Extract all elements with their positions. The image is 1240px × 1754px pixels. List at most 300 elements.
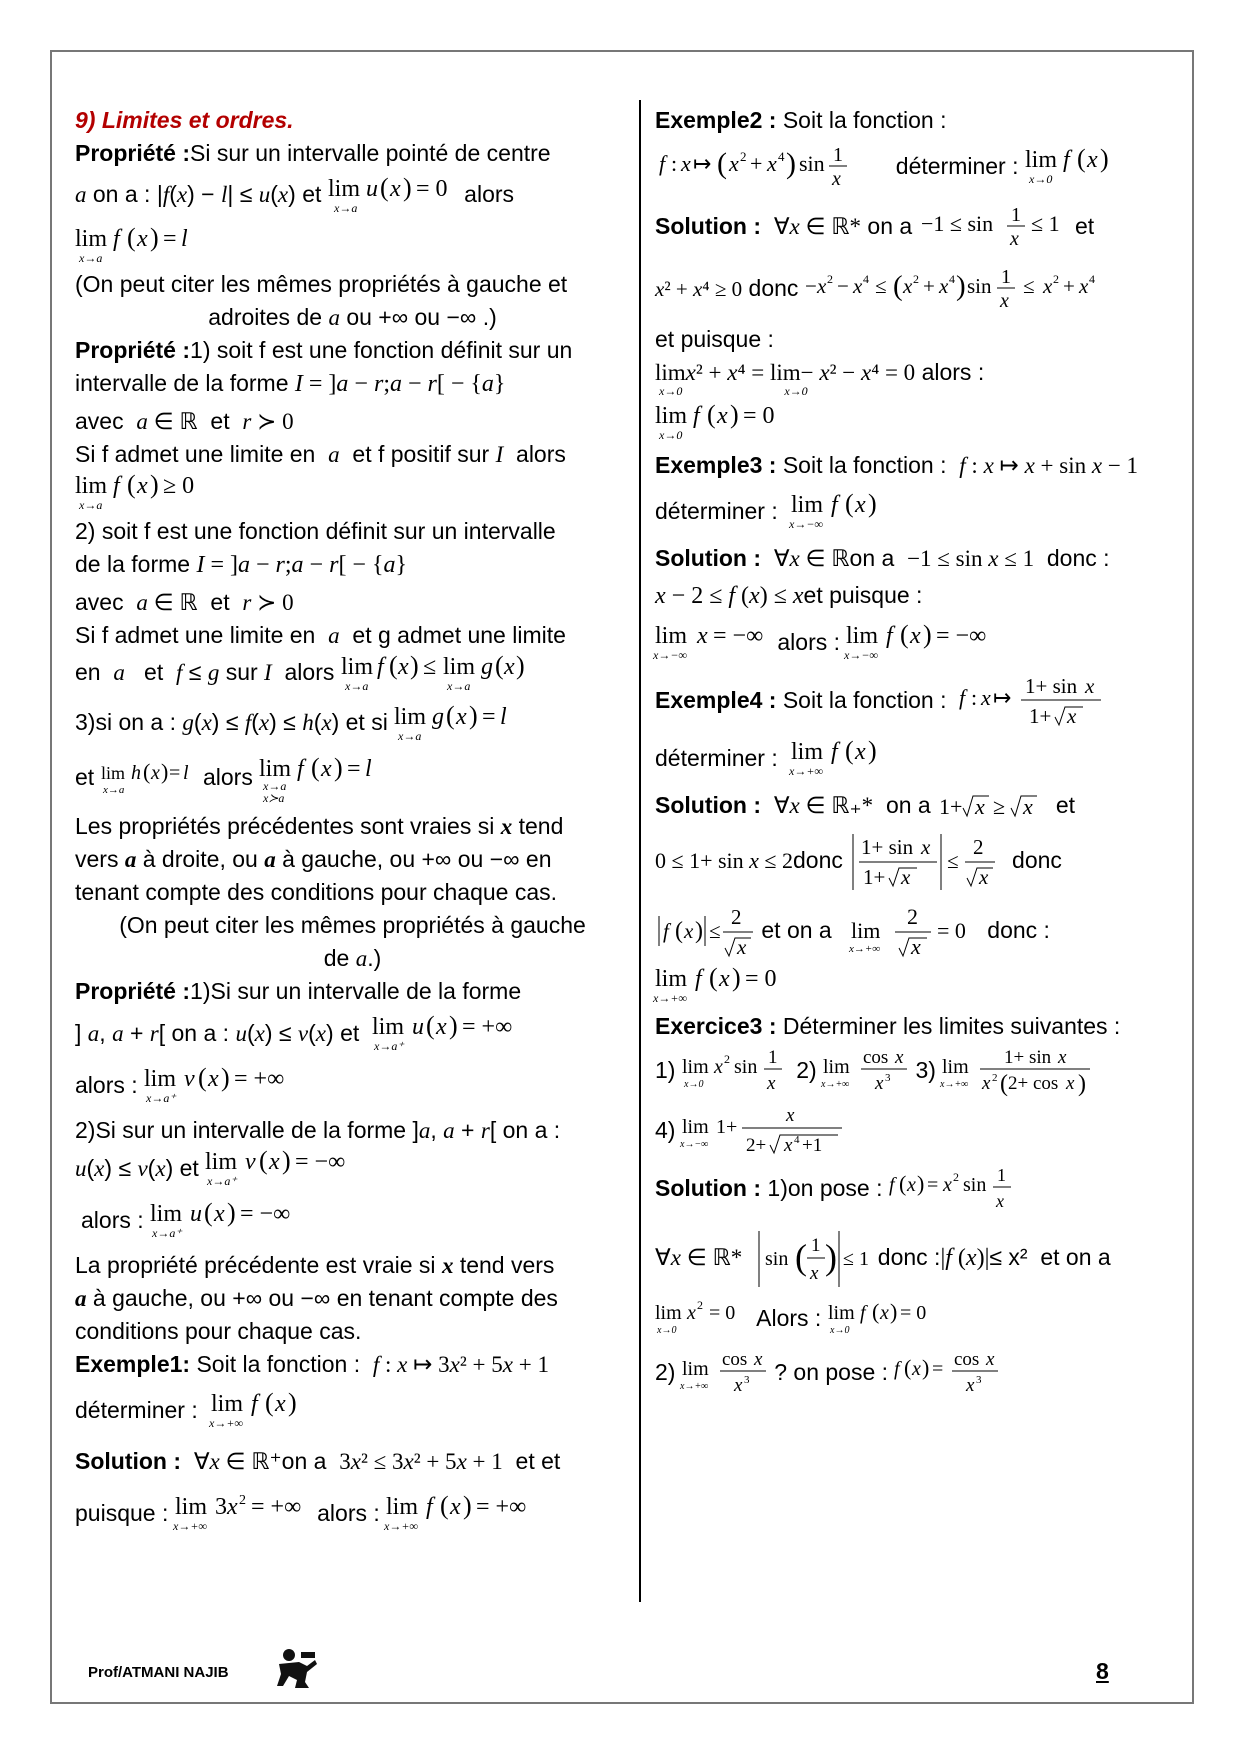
example-4-result bbox=[655, 964, 1195, 1010]
svg-text:): ) bbox=[334, 753, 343, 782]
svg-text:x→a⁺: x→a⁺ bbox=[146, 1091, 176, 1105]
svg-text:x: x bbox=[875, 1072, 884, 1094]
svg-text:lim: lim bbox=[144, 1066, 177, 1092]
exercise-3: Exercice3 : Déterminer les limites suivantes : bbox=[655, 1012, 1121, 1039]
svg-text:): ) bbox=[867, 736, 877, 765]
svg-text:1+ sin: 1+ sin bbox=[861, 834, 914, 859]
math-lim-g-l bbox=[394, 702, 524, 746]
svg-text:x: x bbox=[1023, 793, 1033, 819]
svg-text:x→−∞: x→−∞ bbox=[653, 648, 687, 662]
svg-text:sin: sin bbox=[733, 1055, 758, 1078]
svg-text:=: = bbox=[347, 756, 361, 782]
example-2-puisque: et puisque : bbox=[655, 326, 774, 352]
svg-text:= 0: = 0 bbox=[709, 1301, 736, 1324]
exercise-3-sol-2: 2) lim x→+∞ cos x x 3 ? on pose : f ( x ) = cos x x 3 bbox=[655, 1347, 1195, 1401]
svg-text:x→+∞: x→+∞ bbox=[679, 1380, 709, 1392]
svg-text:(: ( bbox=[127, 470, 136, 499]
svg-text:=: = bbox=[926, 1173, 939, 1196]
svg-text:(: ( bbox=[707, 400, 716, 429]
svg-text:1+: 1+ bbox=[1029, 704, 1052, 728]
svg-text:x→+∞: x→+∞ bbox=[172, 1519, 207, 1533]
svg-text:(: ( bbox=[264, 1388, 274, 1417]
svg-text:x→a⁺: x→a⁺ bbox=[207, 1174, 237, 1188]
svg-text:+1: +1 bbox=[801, 1134, 823, 1156]
svg-text:(: ( bbox=[844, 489, 854, 518]
svg-text:x: x bbox=[1066, 1072, 1075, 1094]
svg-text:lim: lim bbox=[205, 1149, 238, 1175]
example-1: Exemple1: Soit la fonction : f : x ↦ 3x² + 5x + 1 bbox=[75, 1351, 549, 1377]
example-4-det: déterminer : lim x→+∞ f ( x ) bbox=[655, 737, 1195, 783]
svg-text:lim: lim bbox=[681, 1115, 709, 1138]
svg-text:x→−∞: x→−∞ bbox=[788, 517, 823, 531]
svg-text:x: x bbox=[854, 739, 866, 765]
property-2-2-avec: avec a ∈ ℝ et r ≻ 0 bbox=[75, 589, 294, 615]
math-lim-2-sqrt bbox=[848, 900, 981, 964]
svg-text:+: + bbox=[1062, 274, 1075, 298]
math-exo-4 bbox=[679, 1103, 852, 1161]
svg-text:x: x bbox=[999, 290, 1009, 312]
svg-text:x→0: x→0 bbox=[659, 428, 683, 442]
svg-text:x: x bbox=[879, 1301, 889, 1324]
svg-text:(: ( bbox=[709, 962, 718, 992]
svg-text:lim: lim bbox=[655, 1301, 682, 1324]
svg-text:≤ 1: ≤ 1 bbox=[1030, 211, 1060, 236]
svg-text:lim: lim bbox=[75, 473, 108, 499]
example-3-ineq: x − 2 ≤ f (x) ≤ xet puisque : bbox=[655, 582, 923, 609]
svg-text:x: x bbox=[684, 918, 694, 943]
svg-text:l: l bbox=[365, 756, 372, 782]
property-1-note: (On peut citer les mêmes propriétés à gauche et adroites de a ou +∞ ou −∞ .) bbox=[75, 271, 568, 330]
svg-text:lim: lim bbox=[655, 623, 688, 649]
math-lim-f0-0 bbox=[828, 1297, 938, 1343]
svg-text:x→0: x→0 bbox=[829, 1324, 850, 1336]
svg-text:lim: lim bbox=[442, 654, 475, 680]
example-4: Exemple4 : Soit la fonction : f : x ↦ 1+ sin x 1+ x bbox=[655, 673, 1195, 731]
svg-text:x→0: x→0 bbox=[683, 1078, 704, 1090]
svg-text:lim: lim bbox=[681, 1357, 709, 1380]
svg-text:x: x bbox=[436, 1014, 447, 1040]
svg-text:f: f bbox=[659, 151, 666, 176]
svg-text:x→a: x→a bbox=[446, 679, 471, 693]
svg-text:4: 4 bbox=[793, 1133, 800, 1146]
svg-text:cos: cos bbox=[721, 1348, 748, 1370]
svg-text:1+: 1+ bbox=[863, 864, 886, 889]
svg-text:2: 2 bbox=[723, 1051, 730, 1066]
example-1-puisque: puisque : lim x→+∞ 3 x 2 = +∞ alors : lim x→+∞ f ( x ) = +∞ bbox=[75, 1492, 630, 1538]
math-lim-f-0 bbox=[1025, 145, 1125, 191]
property-4-note: La propriété précédente est vraie si x tend vers a à gauche, ou +∞ ou −∞ en tenant compte des conditions pour chaque cas. bbox=[75, 1252, 558, 1344]
svg-text:f: f bbox=[376, 654, 384, 680]
math-lim-u bbox=[328, 174, 458, 218]
math-lim-u-inf bbox=[372, 1012, 522, 1058]
svg-text:x: x bbox=[733, 1374, 743, 1396]
math-exo-1 bbox=[682, 1045, 790, 1099]
svg-text:2: 2 bbox=[697, 1297, 703, 1312]
svg-text:x→a: x→a bbox=[263, 779, 287, 793]
svg-text:x→0: x→0 bbox=[1028, 172, 1053, 186]
math-f-cos bbox=[894, 1347, 1010, 1401]
svg-text:x: x bbox=[982, 1072, 991, 1094]
svg-text:): ) bbox=[732, 962, 741, 992]
svg-text:= 0: = 0 bbox=[936, 917, 966, 943]
svg-text:= 0: = 0 bbox=[743, 403, 775, 429]
svg-text:): ) bbox=[825, 1236, 837, 1277]
svg-text:): ) bbox=[1078, 1070, 1087, 1097]
svg-text:−: − bbox=[804, 274, 817, 298]
svg-text:sin: sin bbox=[962, 1173, 987, 1196]
svg-text:2: 2 bbox=[973, 834, 984, 859]
svg-text:(: ( bbox=[204, 1198, 213, 1227]
svg-text:f: f bbox=[250, 1391, 258, 1417]
svg-text:=: = bbox=[168, 762, 180, 784]
svg-text:): ) bbox=[402, 173, 412, 202]
math-lim-f-0-res bbox=[655, 401, 795, 447]
math-exo-2 bbox=[823, 1045, 909, 1099]
section-title: 9) Limites et ordres. bbox=[75, 107, 294, 133]
svg-text:x→a: x→a bbox=[344, 679, 369, 693]
svg-text:x: x bbox=[852, 274, 863, 298]
svg-text:lim: lim bbox=[942, 1055, 969, 1078]
svg-text:x: x bbox=[729, 151, 739, 176]
svg-text:(: ( bbox=[426, 1011, 435, 1040]
example-4-solution: Solution : ∀x ∈ ℝ₊* on a 1+ x ≥ x et bbox=[655, 789, 1195, 824]
svg-text:): ) bbox=[889, 1298, 898, 1324]
svg-text:f: f bbox=[1062, 147, 1070, 173]
svg-text:lim: lim bbox=[386, 1494, 419, 1520]
svg-text:= 0: = 0 bbox=[745, 965, 777, 992]
svg-text:(: ( bbox=[844, 736, 854, 765]
svg-text:x→+∞: x→+∞ bbox=[848, 942, 881, 955]
svg-text:): ) bbox=[150, 223, 159, 252]
svg-text:x: x bbox=[910, 623, 922, 649]
svg-text:f: f bbox=[830, 739, 838, 765]
svg-text:2: 2 bbox=[952, 1169, 959, 1184]
svg-text:x: x bbox=[214, 1201, 225, 1227]
svg-text:x: x bbox=[966, 1374, 975, 1396]
svg-text:lim: lim bbox=[655, 965, 688, 992]
author-logo-icon bbox=[275, 1646, 319, 1690]
svg-text:1+ sin: 1+ sin bbox=[1004, 1046, 1052, 1068]
svg-text:): ) bbox=[282, 1146, 291, 1175]
svg-text:= −∞: = −∞ bbox=[713, 623, 764, 649]
svg-text:1: 1 bbox=[767, 1046, 778, 1068]
svg-text:x: x bbox=[986, 1348, 995, 1370]
svg-text:x: x bbox=[783, 1134, 793, 1156]
math-sin-bounds bbox=[919, 201, 1069, 255]
svg-text:2: 2 bbox=[740, 149, 747, 164]
svg-text:x: x bbox=[697, 623, 708, 649]
property-1-line2: a on a : |f(x) − l| ≤ u(x) et lim x→a u ( x ) = 0 alors bbox=[75, 174, 630, 218]
svg-text:x: x bbox=[150, 762, 160, 784]
svg-text::: : bbox=[671, 151, 678, 176]
svg-text:x: x bbox=[737, 934, 747, 959]
svg-text:1: 1 bbox=[833, 144, 843, 166]
svg-text:f: f bbox=[113, 473, 120, 499]
svg-text:x: x bbox=[717, 403, 728, 429]
svg-text:x: x bbox=[767, 151, 777, 176]
svg-text:x→+∞: x→+∞ bbox=[821, 1078, 850, 1090]
svg-text:(: ( bbox=[494, 651, 504, 680]
exercise-3-solution: Solution : 1)on pose : f ( x ) = x 2 sin 1 x bbox=[655, 1163, 1195, 1217]
exercise-3-sol-bound: ∀x ∈ ℝ* sin ( 1 x ) ≤ 1 donc :|f (x)|≤ x² et on a bbox=[655, 1227, 1195, 1291]
example-1-solution: Solution : ∀x ∈ ℝ⁺on a 3x² ≤ 3x² + 5x + 1 et et bbox=[75, 1448, 561, 1474]
svg-text:f: f bbox=[297, 756, 304, 782]
svg-text:lim: lim bbox=[174, 1494, 207, 1520]
svg-text:): ) bbox=[867, 489, 877, 518]
svg-text:1+ sin: 1+ sin bbox=[1025, 674, 1078, 698]
svg-text:lim: lim bbox=[150, 1201, 183, 1227]
svg-text:lim: lim bbox=[75, 226, 108, 252]
svg-text:4: 4 bbox=[948, 272, 955, 286]
svg-text:sin: sin bbox=[799, 151, 825, 176]
example-1-det: déterminer : lim x→+∞ f ( x ) bbox=[75, 1389, 630, 1435]
svg-text:x: x bbox=[389, 176, 401, 202]
svg-text:x→+∞: x→+∞ bbox=[208, 1416, 243, 1430]
svg-text:x→a: x→a bbox=[79, 251, 103, 265]
svg-text:(: ( bbox=[311, 753, 320, 782]
example-2-donc: x² + x⁴ ≥ 0 donc − x 2 − x 4 ≤ ( x 2 + x 4 ) sin 1 x ≤ x 2 + x 4 bbox=[655, 263, 1195, 317]
svg-text:2: 2 bbox=[826, 272, 833, 286]
svg-text:f: f bbox=[695, 965, 702, 992]
svg-text:lim: lim bbox=[210, 1391, 243, 1417]
exercise-3-items-1-3: 1) lim x→0 x 2 sin 1 x 2) lim x→+∞ cos x x 3 3) lim x→+∞ 1+ sin x x 2 ( 2+ cos x ) bbox=[655, 1045, 1195, 1099]
svg-text:−: − bbox=[836, 274, 849, 298]
property-4-alors: alors : lim x→a⁺ v ( x ) = +∞ bbox=[75, 1064, 630, 1110]
svg-text:): ) bbox=[955, 270, 966, 302]
svg-text:lim: lim bbox=[1024, 147, 1057, 173]
svg-text:lim: lim bbox=[823, 1055, 850, 1078]
example-4-bound: f ( x ) ≤ 2 x et on a lim x→+∞ 2 x = 0 donc : bbox=[655, 900, 1195, 964]
svg-text:3: 3 bbox=[976, 1373, 982, 1386]
svg-text:=: = bbox=[932, 1357, 944, 1380]
math-lim-x-minf bbox=[655, 621, 771, 667]
svg-text:u: u bbox=[412, 1014, 425, 1040]
svg-text:): ) bbox=[916, 1170, 925, 1196]
svg-text:(: ( bbox=[900, 620, 910, 649]
svg-text:cos: cos bbox=[863, 1046, 889, 1068]
page-number: 8 bbox=[1096, 1658, 1109, 1684]
svg-text:): ) bbox=[1099, 144, 1109, 173]
svg-text:x: x bbox=[921, 834, 931, 859]
math-lim-f-le-g bbox=[341, 652, 541, 696]
svg-text:(: ( bbox=[142, 759, 150, 784]
property-3-et: et lim x→a h ( x ) = l alors lim x→a x≻a f ( x ) = l bbox=[75, 754, 630, 804]
svg-text:x: x bbox=[902, 274, 913, 298]
svg-text:x: x bbox=[503, 654, 515, 680]
svg-text:2: 2 bbox=[731, 904, 742, 929]
svg-text:f: f bbox=[830, 492, 838, 518]
svg-text:↦: ↦ bbox=[993, 685, 1012, 710]
right-column bbox=[655, 104, 1195, 1401]
svg-text:(: ( bbox=[1000, 1070, 1009, 1097]
svg-text:x: x bbox=[975, 793, 985, 819]
svg-text:=: = bbox=[482, 704, 496, 730]
property-1-line3 bbox=[75, 224, 630, 268]
svg-text:x: x bbox=[1067, 704, 1077, 728]
svg-text:x→+∞: x→+∞ bbox=[788, 764, 823, 778]
svg-text:lim: lim bbox=[790, 492, 823, 518]
svg-text:4: 4 bbox=[862, 272, 869, 286]
math-f-x2sin bbox=[889, 1163, 1015, 1217]
svg-text:x: x bbox=[719, 965, 730, 992]
svg-text:2: 2 bbox=[912, 272, 919, 286]
svg-text:(: ( bbox=[904, 1354, 912, 1380]
math-abs-sin bbox=[755, 1227, 869, 1291]
svg-text:x: x bbox=[713, 1055, 723, 1078]
property-4-2-line2: u(x) ≤ v(x) et lim x→a⁺ v ( x ) = −∞ bbox=[75, 1147, 630, 1193]
svg-text:lim: lim bbox=[100, 763, 125, 783]
svg-text:= 0: = 0 bbox=[899, 1301, 926, 1324]
svg-text:x: x bbox=[208, 1066, 219, 1092]
svg-text:x→a: x→a bbox=[102, 784, 124, 796]
svg-text:= −∞: = −∞ bbox=[295, 1149, 346, 1175]
svg-text:f: f bbox=[888, 1173, 895, 1196]
example-3-lim: lim x→−∞ x = −∞ alors : lim x→−∞ f ( x ) = −∞ bbox=[655, 621, 1195, 667]
svg-text:x: x bbox=[832, 168, 841, 190]
svg-text:lim: lim bbox=[340, 654, 373, 680]
svg-text:(: ( bbox=[717, 147, 727, 180]
svg-text:lim: lim bbox=[790, 739, 823, 765]
svg-text:): ) bbox=[463, 1491, 472, 1520]
svg-text:2: 2 bbox=[238, 1493, 246, 1508]
svg-text:v: v bbox=[245, 1149, 256, 1175]
svg-text:1: 1 bbox=[996, 1164, 1006, 1185]
svg-text:): ) bbox=[695, 917, 703, 944]
svg-text:x: x bbox=[687, 1301, 696, 1324]
svg-text:v: v bbox=[184, 1066, 195, 1092]
svg-text:x: x bbox=[226, 1494, 238, 1520]
svg-text:): ) bbox=[287, 1388, 297, 1417]
math-lim-v-minf bbox=[205, 1147, 355, 1193]
svg-text:↦: ↦ bbox=[693, 151, 712, 176]
svg-text:≤: ≤ bbox=[422, 654, 436, 680]
svg-text:): ) bbox=[786, 147, 796, 180]
svg-text:(: ( bbox=[795, 1236, 807, 1277]
svg-text:h: h bbox=[130, 762, 141, 784]
svg-text:lim: lim bbox=[655, 403, 688, 429]
svg-text:u: u bbox=[190, 1201, 203, 1227]
math-lim-x2-0 bbox=[655, 1297, 751, 1343]
svg-text:x→a⁺: x→a⁺ bbox=[152, 1226, 182, 1240]
property-2-2-forme: de la forme I = ]a − r;a − r[ − {a} bbox=[75, 551, 408, 578]
svg-text:): ) bbox=[730, 400, 739, 429]
svg-text:≤: ≤ bbox=[874, 274, 887, 298]
svg-text:(: ( bbox=[440, 1491, 449, 1520]
property-4: Propriété :1)Si sur un intervalle de la forme bbox=[75, 978, 522, 1004]
svg-text:x→a: x→a bbox=[398, 729, 422, 743]
svg-text:g: g bbox=[432, 704, 445, 730]
svg-text:= +∞: = +∞ bbox=[476, 1494, 527, 1520]
example-2-solution: Solution : ∀x ∈ ℝ* on a −1 ≤ sin 1 x ≤ 1 et bbox=[655, 201, 1195, 255]
svg-text:(: ( bbox=[388, 651, 398, 680]
math-exo-3 bbox=[942, 1045, 1092, 1099]
exercise-3-item-4: 4) lim x→−∞ 1+ x 2+ x 4 +1 bbox=[655, 1103, 1195, 1161]
svg-text:x: x bbox=[1058, 1046, 1067, 1068]
property-2-2-en: en a et f ≤ g sur I alors lim x→a f ( x ) ≤ lim x→a g ( x ) bbox=[75, 652, 630, 696]
svg-text:2+: 2+ bbox=[745, 1134, 767, 1156]
property-2-interval: intervalle de la forme I = ]a − r;a − r[ − {a} bbox=[75, 370, 506, 397]
svg-text:sin: sin bbox=[966, 274, 992, 298]
property-4-line2: ] a, a + r[ on a : u(x) ≤ v(x) et lim x→a⁺ u ( x ) = +∞ bbox=[75, 1012, 630, 1058]
svg-text:2: 2 bbox=[992, 1071, 998, 1084]
svg-text:−1 ≤ sin: −1 ≤ sin bbox=[920, 211, 993, 236]
math-lim-3x2 bbox=[172, 1492, 311, 1538]
example-2-func: f : x ↦ ( x 2 + x 4 ) sin 1 x déterminer : lim x→0 f ( x ) bbox=[655, 141, 1195, 195]
svg-text:x: x bbox=[995, 1190, 1004, 1211]
svg-text:= −∞: = −∞ bbox=[936, 623, 987, 649]
svg-text:u: u bbox=[365, 176, 378, 202]
math-f-ex4 bbox=[959, 673, 1129, 731]
svg-text:= 0: = 0 bbox=[415, 176, 448, 202]
math-lim-f-pinf-ex4 bbox=[788, 736, 901, 783]
svg-text:x: x bbox=[810, 1262, 819, 1284]
svg-text:≥: ≥ bbox=[993, 793, 1006, 819]
svg-text:= +∞: = +∞ bbox=[250, 1494, 301, 1520]
svg-text:x: x bbox=[816, 274, 827, 298]
math-lim-f-l-2 bbox=[259, 754, 389, 804]
svg-text:= −∞: = −∞ bbox=[240, 1201, 291, 1227]
svg-text:x: x bbox=[450, 1494, 461, 1520]
svg-text:3: 3 bbox=[214, 1494, 227, 1520]
svg-text:x: x bbox=[1085, 674, 1095, 698]
svg-text:x→+∞: x→+∞ bbox=[940, 1078, 969, 1090]
svg-text:x→−∞: x→−∞ bbox=[844, 648, 879, 662]
svg-text:x: x bbox=[938, 274, 949, 298]
svg-text:≥ 0: ≥ 0 bbox=[163, 473, 195, 499]
svg-text:= +∞: = +∞ bbox=[234, 1066, 285, 1092]
svg-text:x→a: x→a bbox=[79, 498, 103, 512]
property-2-avec: avec a ∈ ℝ et r ≻ 0 bbox=[75, 408, 294, 434]
svg-text:(: ( bbox=[446, 701, 455, 730]
property-2-lim bbox=[75, 471, 630, 515]
svg-text:): ) bbox=[150, 470, 159, 499]
svg-text:x: x bbox=[1078, 274, 1089, 298]
svg-text:x→−∞: x→−∞ bbox=[679, 1138, 709, 1150]
property-4-2-alors: alors : lim x→a⁺ u ( x ) = −∞ bbox=[75, 1199, 630, 1245]
property-1: Propriété :Si sur un intervalle pointé de centre bbox=[75, 140, 551, 166]
svg-text:1+: 1+ bbox=[715, 1115, 738, 1138]
math-lim-f-l bbox=[75, 224, 205, 268]
svg-text:): ) bbox=[221, 1063, 230, 1092]
property-2-2: 2) soit f est une fonction définit sur un intervalle bbox=[75, 518, 556, 544]
svg-text:1: 1 bbox=[1000, 266, 1011, 288]
example-2: Exemple2 : Soit la fonction : bbox=[655, 107, 947, 133]
math-squeeze bbox=[805, 263, 1135, 317]
svg-text:x: x bbox=[397, 654, 409, 680]
svg-text:l: l bbox=[181, 226, 188, 252]
property-3: 3)si on a : g(x) ≤ f(x) ≤ h(x) et si lim x→a g ( x ) = l bbox=[75, 702, 630, 746]
svg-text:1: 1 bbox=[811, 1234, 821, 1256]
math-lim-f-pinf-res bbox=[386, 1492, 546, 1538]
svg-text:x: x bbox=[979, 864, 989, 889]
svg-text:x→a: x→a bbox=[333, 201, 358, 215]
svg-text:+: + bbox=[750, 151, 763, 176]
svg-text:lim: lim bbox=[327, 176, 360, 202]
svg-text:(: ( bbox=[898, 1170, 907, 1196]
svg-text:x: x bbox=[321, 756, 332, 782]
svg-text:≤: ≤ bbox=[1022, 274, 1035, 298]
svg-text:3: 3 bbox=[743, 1373, 750, 1386]
svg-text:(: ( bbox=[1076, 144, 1086, 173]
math-abs-frac bbox=[849, 830, 999, 894]
svg-text:lim: lim bbox=[394, 704, 427, 730]
svg-text:4: 4 bbox=[778, 149, 785, 164]
svg-text::: : bbox=[971, 685, 978, 710]
svg-text:): ) bbox=[922, 1354, 930, 1380]
svg-text:x→a⁺: x→a⁺ bbox=[374, 1039, 404, 1053]
math-sqrt-ineq bbox=[937, 790, 1043, 824]
svg-text:=: = bbox=[163, 226, 177, 252]
